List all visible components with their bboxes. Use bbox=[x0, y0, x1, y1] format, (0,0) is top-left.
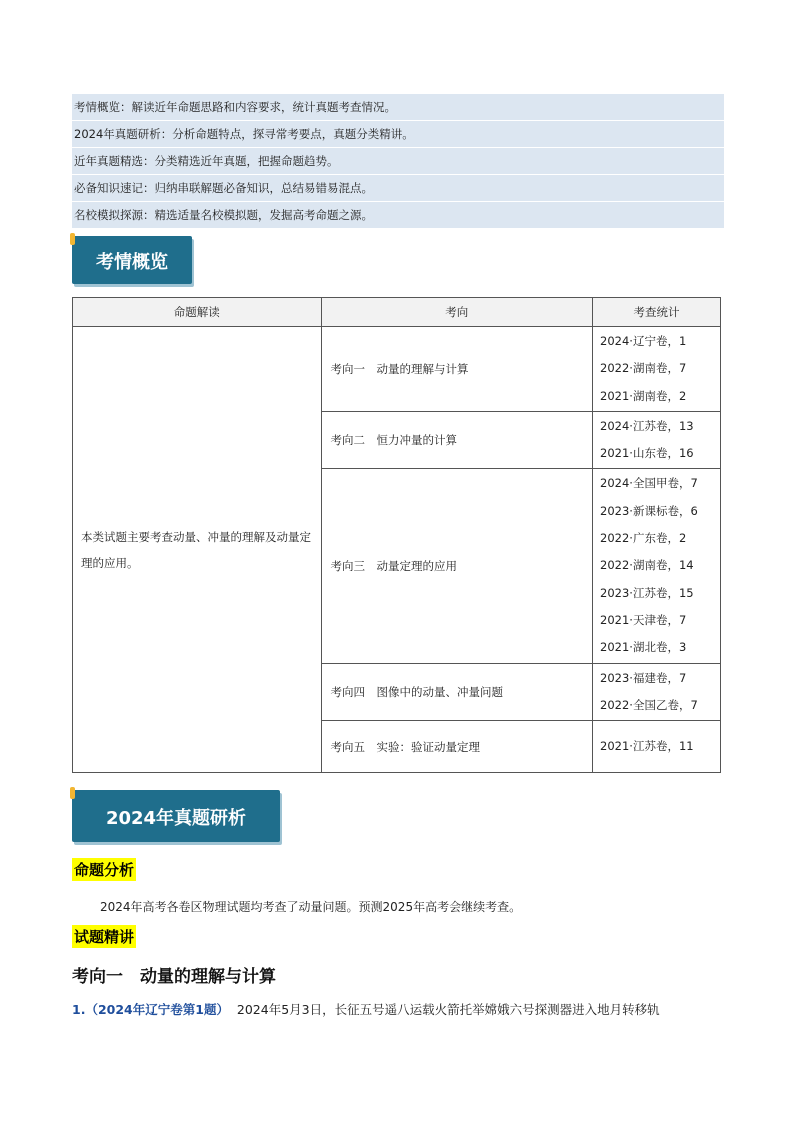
stat-entry: 2024·全国甲卷，7 bbox=[600, 476, 698, 491]
table-cell-direction: 考向二 恒力冲量的计算 bbox=[321, 411, 592, 469]
intro-row: 考情概览：解读近年命题思路和内容要求，统计真题考查情况。 bbox=[72, 94, 724, 121]
analysis-text: 2024年高考各卷区物理试题均考查了动量问题。预测2025年高考会继续考查。 bbox=[100, 900, 522, 914]
table-cell-stats bbox=[593, 663, 721, 721]
table-header: 考向 bbox=[321, 298, 592, 327]
table-cell-direction: 考向五 实验：验证动量定理 bbox=[321, 721, 592, 773]
statistics-table bbox=[72, 297, 721, 773]
stat-entry: 2022·湖南卷，14 bbox=[600, 558, 694, 573]
badge-tab-icon bbox=[70, 233, 75, 245]
table-cell-direction: 考向四 图像中的动量、冲量问题 bbox=[321, 663, 592, 721]
table-cell-stats bbox=[593, 469, 721, 663]
stat-entry: 2021·山东卷，16 bbox=[600, 446, 694, 461]
stat-entry: 2022·湖南卷，7 bbox=[600, 361, 687, 376]
question-text: 2024年5月3日，长征五号遥八运载火箭托举嫦娥六号探测器进入地月转移轨 bbox=[236, 1002, 660, 1017]
section-badge-overview bbox=[72, 236, 192, 284]
table-cell-stats bbox=[593, 327, 721, 412]
intro-row: 近年真题精选：分类精选近年真题，把握命题趋势。 bbox=[72, 148, 724, 175]
section-badge-2024 bbox=[72, 790, 280, 842]
table-cell-direction: 考向三 动量定理的应用 bbox=[321, 469, 592, 663]
table-cell-stats bbox=[593, 411, 721, 469]
topic-heading: 考向一 动量的理解与计算 bbox=[72, 967, 276, 987]
stat-entry: 2022·全国乙卷，7 bbox=[600, 697, 698, 712]
section-title: 考情概览 bbox=[96, 252, 168, 273]
stat-entry: 2024·辽宁卷，1 bbox=[600, 334, 687, 348]
stat-entry: 2021·江苏卷，11 bbox=[600, 739, 694, 753]
question-number: 1. bbox=[72, 1002, 86, 1017]
stat-entry: 2023·新课标卷，6 bbox=[600, 503, 698, 518]
table-header: 命题解读 bbox=[73, 298, 322, 327]
stat-entry: 2021·天津卷，7 bbox=[600, 612, 687, 627]
question-1 bbox=[72, 1000, 660, 1018]
table-cell-reading: 本类试题主要考查动量、冲量的理解及动量定理的应用。 bbox=[73, 327, 322, 773]
badge-tab-icon bbox=[70, 787, 75, 799]
question-source: （2024年辽宁卷第1题） bbox=[85, 1002, 229, 1017]
stat-entry: 2023·福建卷，7 bbox=[600, 670, 687, 685]
table-cell-direction: 考向一 动量的理解与计算 bbox=[321, 327, 592, 412]
analysis-label: 命题分析 bbox=[72, 858, 136, 881]
lecture-label: 试题精讲 bbox=[72, 925, 136, 948]
intro-row: 2024年真题研析：分析命题特点，探寻常考要点，真题分类精讲。 bbox=[72, 121, 724, 148]
intro-row: 名校模拟探源：精选适量名校模拟题，发掘高考命题之源。 bbox=[72, 202, 724, 229]
stat-entry: 2022·广东卷，2 bbox=[600, 531, 687, 546]
section-title: 2024年真题研析 bbox=[105, 808, 247, 829]
intro-band bbox=[72, 94, 724, 229]
stat-entry: 2021·湖北卷，3 bbox=[600, 640, 687, 655]
intro-row: 必备知识速记：归纳串联解题必备知识，总结易错易混点。 bbox=[72, 175, 724, 202]
table-header: 考查统计 bbox=[593, 298, 721, 327]
stat-entry: 2021·湖南卷，2 bbox=[600, 388, 687, 403]
stat-entry: 2023·江苏卷，15 bbox=[600, 585, 694, 600]
table-cell-stats bbox=[593, 721, 721, 773]
stat-entry: 2024·江苏卷，13 bbox=[600, 418, 694, 433]
